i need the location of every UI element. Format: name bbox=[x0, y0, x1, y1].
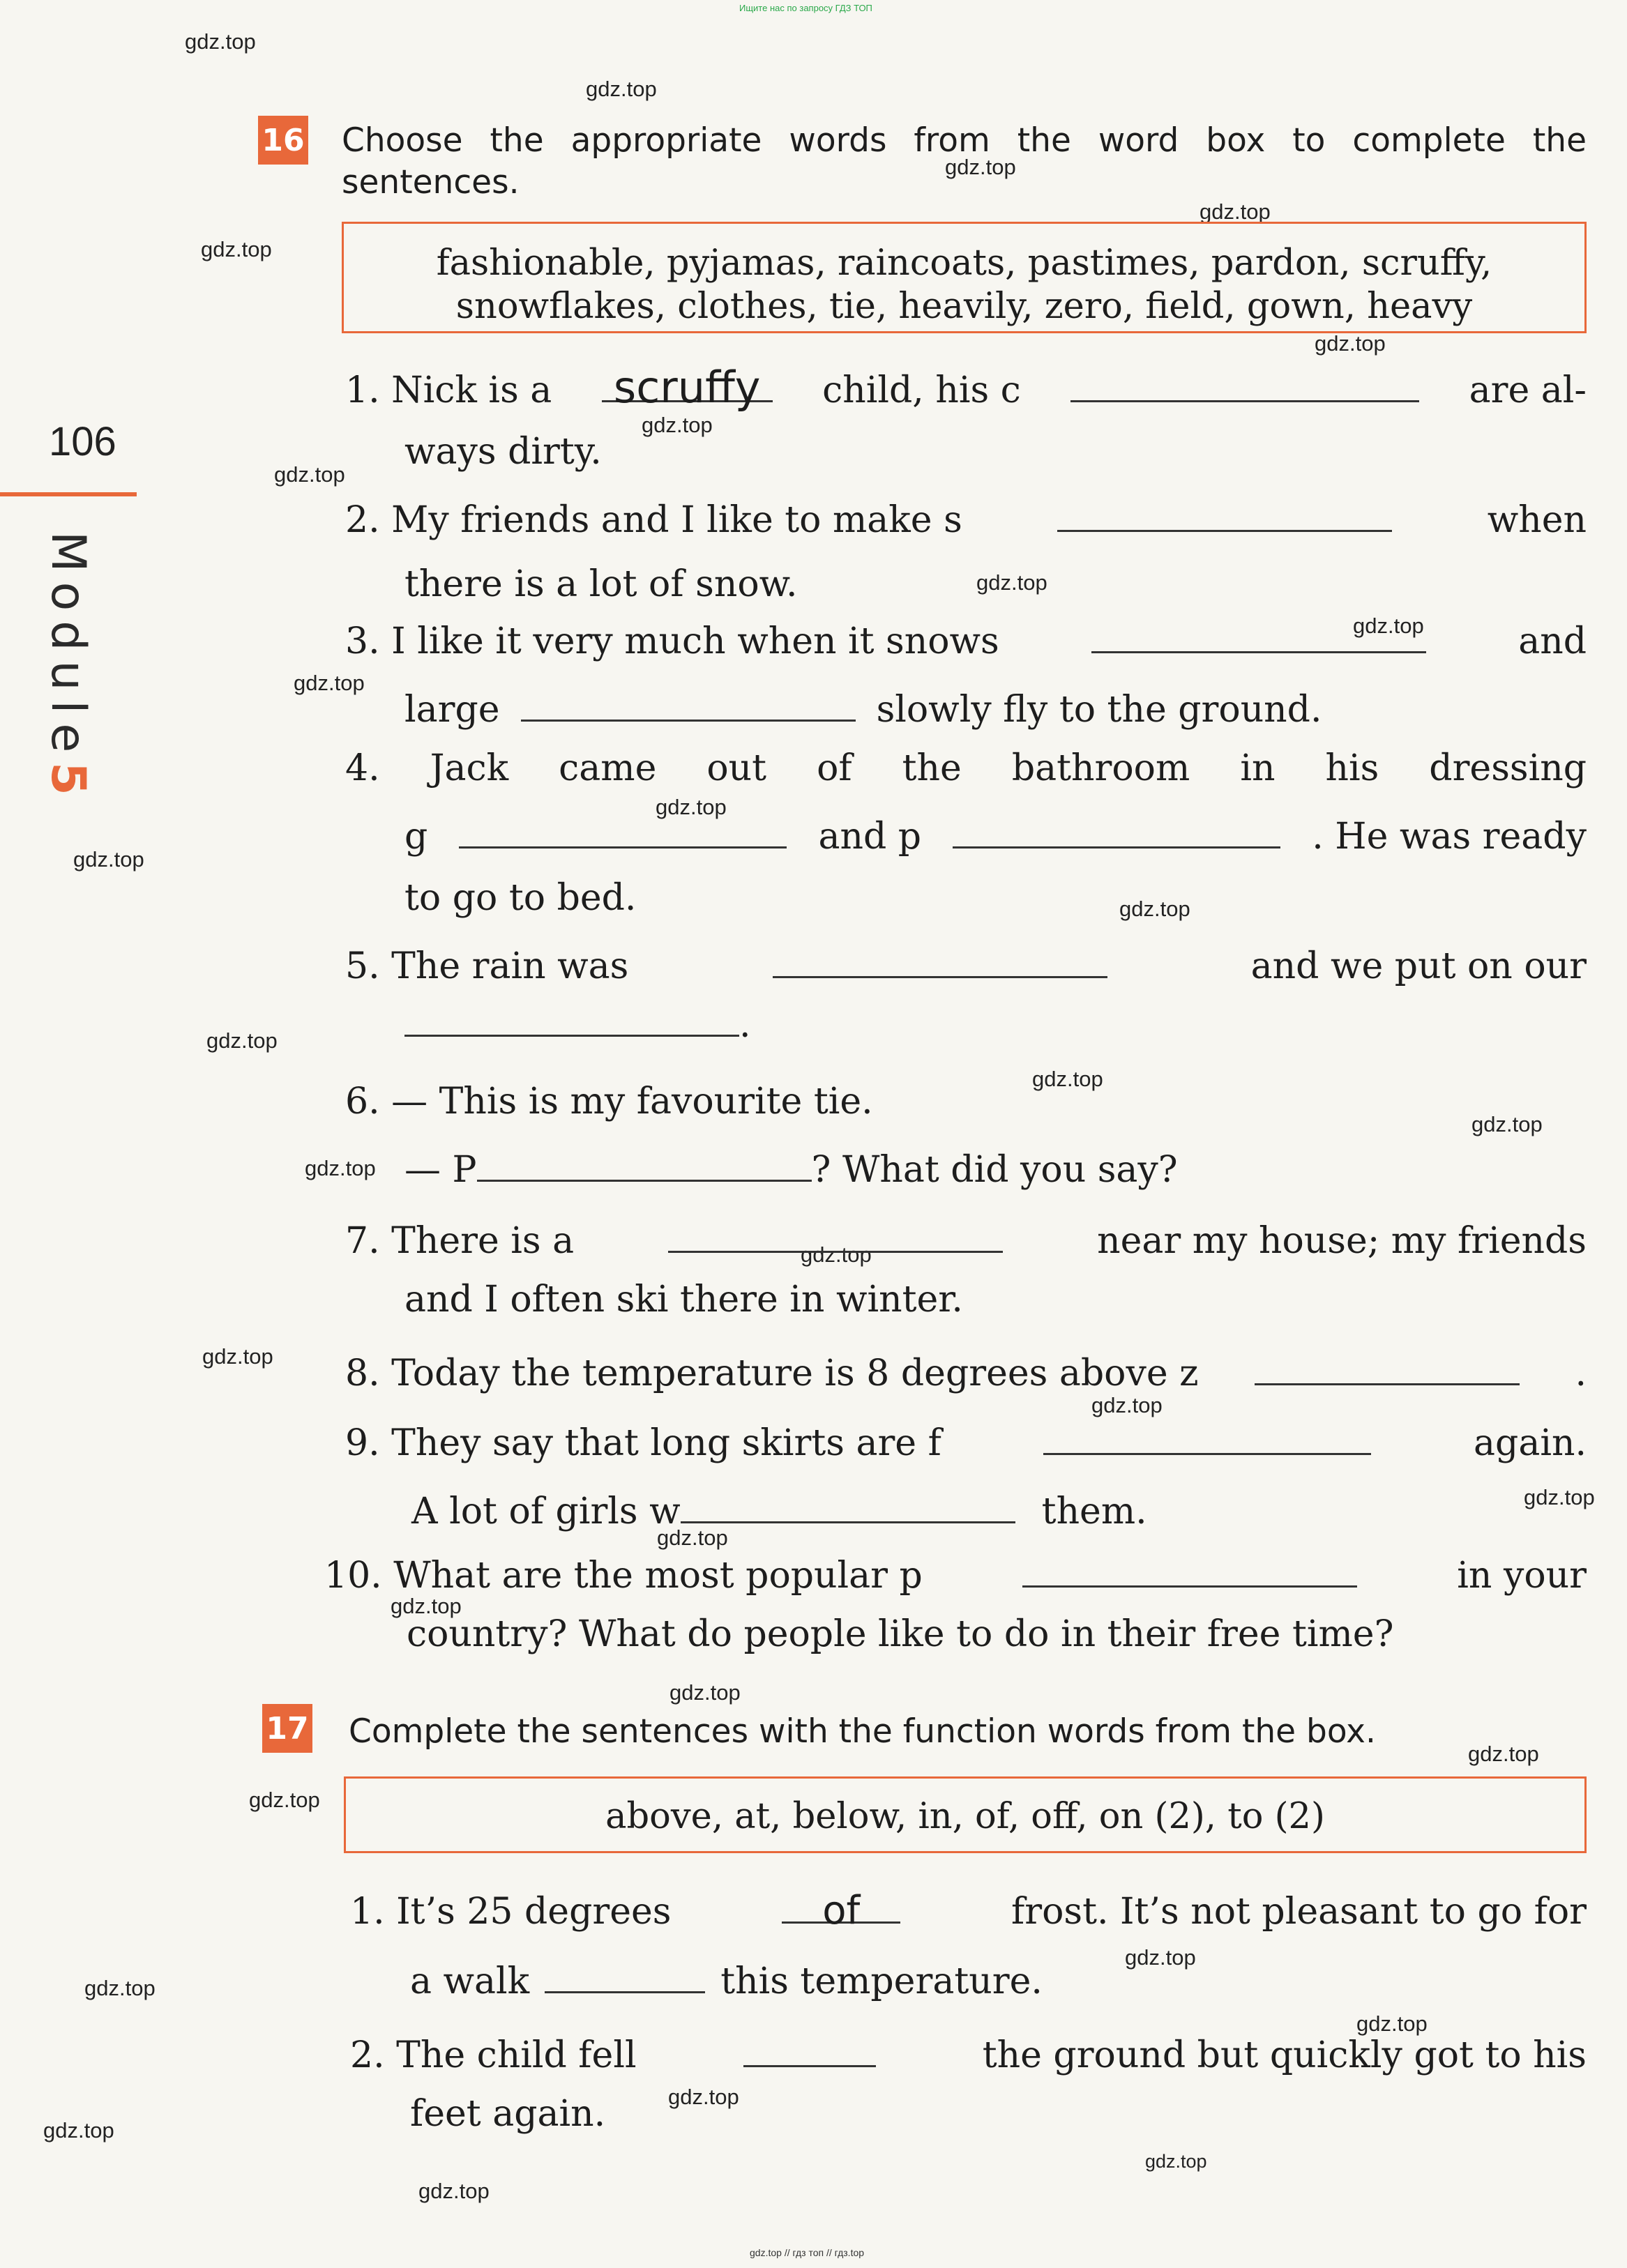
word-box-line: snowflakes, clothes, tie, heavily, zero, field, gown, heavy bbox=[455, 286, 1473, 327]
top-note: Ищите нас по запросу ГДЗ ТОП bbox=[739, 3, 872, 13]
watermark: gdz.top bbox=[202, 1344, 273, 1369]
exercise-17-instruction: Complete the sentences with the function words from the box. bbox=[349, 1712, 1376, 1751]
ex16-sentence-2-line-1 bbox=[345, 499, 1587, 541]
watermark: gdz.top bbox=[1353, 614, 1424, 638]
ex16-blank-15[interactable] bbox=[1022, 1555, 1357, 1588]
text-segment: g bbox=[404, 816, 428, 858]
watermark: gdz.top bbox=[1032, 1067, 1103, 1091]
text-segment: them. bbox=[1041, 1491, 1147, 1532]
ex17-blank-1[interactable] bbox=[782, 1888, 900, 1933]
watermark: gdz.top bbox=[43, 2118, 114, 2143]
watermark: gdz.top bbox=[668, 2085, 739, 2109]
exercise-16-badge: 16 bbox=[258, 116, 308, 165]
ex16-blank-11[interactable] bbox=[668, 1220, 1003, 1253]
ex16-sentence-6-line-2 bbox=[404, 1149, 1178, 1191]
watermark: gdz.top bbox=[1315, 331, 1386, 356]
instruction-line: Choose the appropriate words from the word box to complete the bbox=[342, 121, 1587, 160]
text-segment: . bbox=[739, 1004, 751, 1046]
text-segment: again. bbox=[1474, 1422, 1587, 1464]
watermark: gdz.top bbox=[976, 570, 1047, 595]
ex16-sentence-4-line-2 bbox=[404, 816, 1587, 858]
watermark: gdz.top bbox=[1119, 897, 1190, 921]
text-segment: ? What did you say? bbox=[811, 1149, 1178, 1191]
handwritten-answer: of bbox=[822, 1888, 861, 1933]
text-segment: 2. The child fell bbox=[350, 2034, 637, 2076]
ex16-sentence-10-line-2: country? What do people like to do in their free time? bbox=[407, 1613, 1394, 1655]
watermark: gdz.top bbox=[249, 1788, 320, 1812]
text-segment: near my house; my friends bbox=[1097, 1220, 1587, 1262]
text-segment: 1. It’s 25 degrees bbox=[350, 1891, 672, 1933]
watermark: gdz.top bbox=[1091, 1393, 1163, 1417]
module-label bbox=[40, 531, 96, 805]
watermark: gdz.top bbox=[1468, 1742, 1539, 1766]
ex16-sentence-3-line-2 bbox=[404, 689, 1322, 731]
text-segment: and bbox=[1518, 621, 1587, 662]
ex16-blank-7[interactable] bbox=[953, 816, 1280, 848]
handwritten-answer: scruffy bbox=[613, 362, 761, 413]
text-group bbox=[411, 1491, 1015, 1532]
ex16-sentence-9-line-1 bbox=[345, 1422, 1587, 1464]
watermark: gdz.top bbox=[1471, 1112, 1543, 1136]
text-segment: slowly fly to the ground. bbox=[876, 689, 1322, 731]
module-word: Module bbox=[40, 531, 96, 763]
exercise-16-instruction bbox=[342, 120, 1587, 204]
watermark: gdz.top bbox=[84, 1976, 156, 2000]
ex16-sentence-5-line-1 bbox=[345, 945, 1587, 987]
ex16-blank-5[interactable] bbox=[521, 689, 856, 722]
ex16-sentence-10-line-1 bbox=[324, 1555, 1587, 1597]
ex16-sentence-1-line-1 bbox=[345, 362, 1587, 413]
watermark: gdz.top bbox=[945, 155, 1016, 179]
text-segment: 7. There is a bbox=[345, 1220, 575, 1262]
watermark: gdz.top bbox=[294, 671, 365, 695]
ex16-sentence-6-line-1: 6. — This is my favourite tie. bbox=[345, 1081, 873, 1122]
text-segment: child, his c bbox=[822, 370, 1021, 411]
text-segment: 10. What are the most popular p bbox=[324, 1555, 923, 1597]
exercise-16-word-box bbox=[342, 222, 1587, 333]
text-segment: and p bbox=[818, 816, 922, 858]
watermark: gdz.top bbox=[206, 1028, 278, 1053]
text-segment: 3. I like it very much when it snows bbox=[345, 621, 999, 662]
ex16-sentence-2-line-2: there is a lot of snow. bbox=[404, 563, 798, 605]
text-segment: the ground but quickly got to his bbox=[982, 2034, 1587, 2076]
ex17-blank-3[interactable] bbox=[743, 2034, 876, 2067]
text-segment: 2. My friends and I like to make s bbox=[345, 499, 962, 541]
ex16-sentence-4-line-1: 4. Jack came out of the bathroom in his dressing bbox=[345, 747, 1587, 789]
ex16-sentence-9-line-2 bbox=[411, 1491, 1147, 1532]
text-segment: — P bbox=[404, 1149, 477, 1191]
ex16-blank-10[interactable] bbox=[477, 1149, 812, 1182]
text-segment: 9. They say that long skirts are f bbox=[345, 1422, 941, 1464]
watermark: gdz.top bbox=[669, 1680, 741, 1705]
text-segment: frost. It’s not pleasant to go for bbox=[1011, 1891, 1587, 1933]
text-segment: . He was ready bbox=[1312, 816, 1587, 858]
text-segment: and we put on our bbox=[1250, 945, 1587, 987]
ex17-sentence-2-line-1 bbox=[350, 2034, 1587, 2076]
watermark: gdz.top bbox=[201, 237, 272, 261]
watermark: gdz.top bbox=[1524, 1485, 1595, 1509]
ex16-blank-13[interactable] bbox=[1043, 1422, 1371, 1455]
watermark: gdz.top bbox=[185, 29, 256, 54]
page-number: 106 bbox=[49, 419, 116, 464]
instruction-line: sentences. bbox=[342, 163, 520, 201]
ex16-blank-4[interactable] bbox=[1091, 621, 1426, 653]
ex16-blank-2[interactable] bbox=[1070, 370, 1419, 402]
text-segment: when bbox=[1487, 499, 1587, 541]
watermark: gdz.top bbox=[73, 847, 144, 872]
text-segment: . bbox=[1575, 1353, 1587, 1394]
watermark: gdz.top bbox=[391, 1594, 462, 1618]
ex17-sentence-1-line-2 bbox=[410, 1961, 1043, 2002]
watermark: gdz.top bbox=[657, 1525, 728, 1550]
ex16-blank-1[interactable] bbox=[602, 362, 773, 413]
watermark: gdz.top bbox=[1356, 2011, 1428, 2036]
text-segment: are al- bbox=[1469, 370, 1587, 411]
text-segment: a walk bbox=[410, 1961, 530, 2002]
watermark: gdz.top bbox=[1125, 1945, 1196, 1970]
ex16-blank-3[interactable] bbox=[1057, 499, 1392, 532]
text-segment: in your bbox=[1457, 1555, 1587, 1597]
ex16-blank-12[interactable] bbox=[1255, 1353, 1520, 1385]
watermark: gdz.top bbox=[418, 2179, 490, 2203]
ex16-blank-14[interactable] bbox=[681, 1491, 1015, 1523]
module-number: 5 bbox=[40, 762, 96, 805]
word-box-line: above, at, below, in, of, off, on (2), to (2) bbox=[605, 1796, 1325, 1837]
watermark: gdz.top bbox=[1200, 199, 1271, 224]
ex16-sentence-4-line-3: to go to bed. bbox=[404, 877, 637, 919]
ex16-sentence-3-line-1 bbox=[345, 621, 1587, 662]
ex17-sentence-1-line-1 bbox=[350, 1888, 1587, 1933]
watermark: gdz.top bbox=[801, 1242, 872, 1267]
text-segment: 1. Nick is a bbox=[345, 370, 552, 411]
ex16-sentence-7-line-2: and I often ski there in winter. bbox=[404, 1279, 963, 1321]
ex16-sentence-5-line-2 bbox=[404, 1004, 751, 1046]
watermark: gdz.top bbox=[1145, 2151, 1207, 2172]
exercise-17-word-box bbox=[344, 1776, 1587, 1853]
text-segment: 5. The rain was bbox=[345, 945, 629, 987]
ex16-sentence-8-line-1 bbox=[345, 1353, 1587, 1394]
watermark: gdz.top bbox=[305, 1156, 376, 1180]
watermark: gdz.top bbox=[656, 795, 727, 819]
ex16-blank-9[interactable] bbox=[404, 1004, 739, 1037]
ex17-sentence-2-line-2: feet again. bbox=[410, 2093, 606, 2135]
text-segment: this temperature. bbox=[720, 1961, 1043, 2002]
watermark: gdz.top bbox=[274, 462, 345, 487]
text-segment: large bbox=[404, 689, 500, 731]
ex17-blank-2[interactable] bbox=[545, 1961, 705, 1993]
ex16-sentence-1-line-2: ways dirty. bbox=[404, 431, 602, 473]
word-box-line: fashionable, pyjamas, raincoats, pastimes, pardon, scruffy, bbox=[436, 243, 1492, 284]
page-rule bbox=[0, 492, 137, 496]
watermark: gdz.top bbox=[642, 413, 713, 437]
ex16-blank-8[interactable] bbox=[773, 945, 1107, 978]
exercise-17-badge: 17 bbox=[262, 1704, 312, 1753]
footer-note: gdz.top // гдз топ // гдз.top bbox=[750, 2247, 865, 2258]
text-segment: 8. Today the temperature is 8 degrees above z bbox=[345, 1353, 1199, 1394]
ex16-blank-6[interactable] bbox=[459, 816, 787, 848]
ex16-sentence-7-line-1 bbox=[345, 1220, 1587, 1262]
text-segment: A lot of girls w bbox=[411, 1491, 681, 1532]
watermark: gdz.top bbox=[586, 77, 657, 101]
